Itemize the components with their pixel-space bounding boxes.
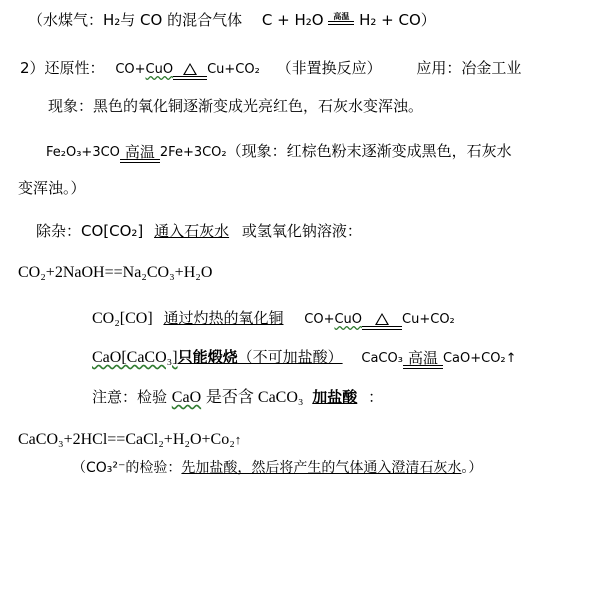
line-iron-oxide-reduction: [46, 141, 512, 163]
line-note-test-cao: [92, 387, 383, 408]
line-purify-co2: [92, 308, 455, 330]
heat-condition: [362, 313, 402, 330]
line-purify-cao: [92, 347, 517, 369]
line-phenomenon-cont: [18, 178, 86, 198]
iron-oxide-phenomenon: （现象：红棕色粉末逐渐变成黑色，石灰水: [226, 142, 512, 160]
note-pre: 注意：检验: [92, 388, 168, 406]
phenomenon-cont-text: 变浑浊。）: [18, 179, 86, 197]
naoh-equation: CO₂+2NaOH==Na₂CO₃+H₂O: [18, 264, 213, 281]
purify-co2-label: CO₂[CO]: [92, 310, 153, 327]
line-reducibility: [20, 58, 521, 80]
purify-cao-label: CaO[CaCO₃]: [92, 349, 178, 366]
gas-up-arrow: ↑: [505, 351, 517, 366]
hcl-equation: CaCO₃+2HCl==CaCl₂+H₂O+Co₂: [18, 431, 235, 448]
iron-oxide-reactants: Fe₂O₃+3CO: [46, 145, 120, 160]
line-naoh-equation: [18, 263, 212, 283]
water-gas-products: H₂ + CO）: [359, 11, 436, 29]
copper-reduction-products: Cu+CO₂: [402, 312, 455, 327]
add-hcl: 加盐酸: [312, 388, 358, 406]
high-temp-condition: 高温: [403, 351, 443, 369]
cuo-reactant: CuO: [145, 62, 174, 77]
high-temp-condition: 高温: [120, 145, 160, 163]
cao-word: CaO: [171, 389, 202, 406]
carbonate-test-pre: （CO₃²⁻的检验：: [72, 460, 182, 476]
calcination-products: CaO+CO₂: [442, 351, 506, 366]
no-hcl-note: （不可加盐酸）: [237, 348, 343, 366]
phenomenon-text: 现象：黑色的氧化铜逐渐变成光亮红色，石灰水变浑浊。: [48, 97, 424, 115]
triangle-heat-icon: [375, 313, 389, 325]
iron-oxide-products: 2Fe+3CO₂: [159, 145, 227, 160]
application-note: 应用：冶金工业: [416, 59, 522, 77]
triangle-heat-icon: [183, 63, 197, 75]
line-purify-co: [36, 221, 362, 241]
gas-up-arrow: ↑: [234, 432, 242, 447]
purify-co2-method: 通过灼热的氧化铜: [163, 309, 284, 327]
copper-reduction-reactants: CO+CuO: [304, 312, 363, 327]
purify-co-rest: 或氢氧化钠溶液：: [241, 222, 362, 240]
reducibility-label: 2）还原性：: [20, 59, 105, 77]
reduction-reactants: CO+CuO: [115, 62, 174, 77]
cuo-reactant: CuO: [334, 312, 363, 327]
purify-co-label: 除杂：CO[CO₂]: [36, 222, 144, 240]
non-displacement-note: （非置换反应）: [276, 59, 382, 77]
line-carbonate-test: [72, 458, 482, 478]
heat-condition: [173, 63, 207, 80]
water-gas-text: （水煤气：H₂与 CO 的混合气体 C + H₂O: [28, 11, 324, 29]
line-hcl-equation: [18, 430, 241, 450]
reduction-products: Cu+CO₂: [207, 62, 260, 77]
note-end: ：: [368, 388, 384, 406]
line-phenomenon: [48, 96, 423, 116]
note-mid: 是否含 CaCO₃: [205, 389, 304, 406]
carbonate-test-end: 。）: [461, 460, 483, 476]
calcine-only: 只能煅烧: [177, 348, 238, 366]
line-water-gas: [28, 10, 436, 30]
high-temp-condition: 高温: [328, 13, 354, 30]
caco3-reactant: CaCO₃: [361, 351, 403, 366]
carbonate-test-method: 先加盐酸，然后将产生的气体通入澄清石灰水: [181, 460, 462, 476]
purify-co-method: 通入石灰水: [154, 222, 230, 240]
